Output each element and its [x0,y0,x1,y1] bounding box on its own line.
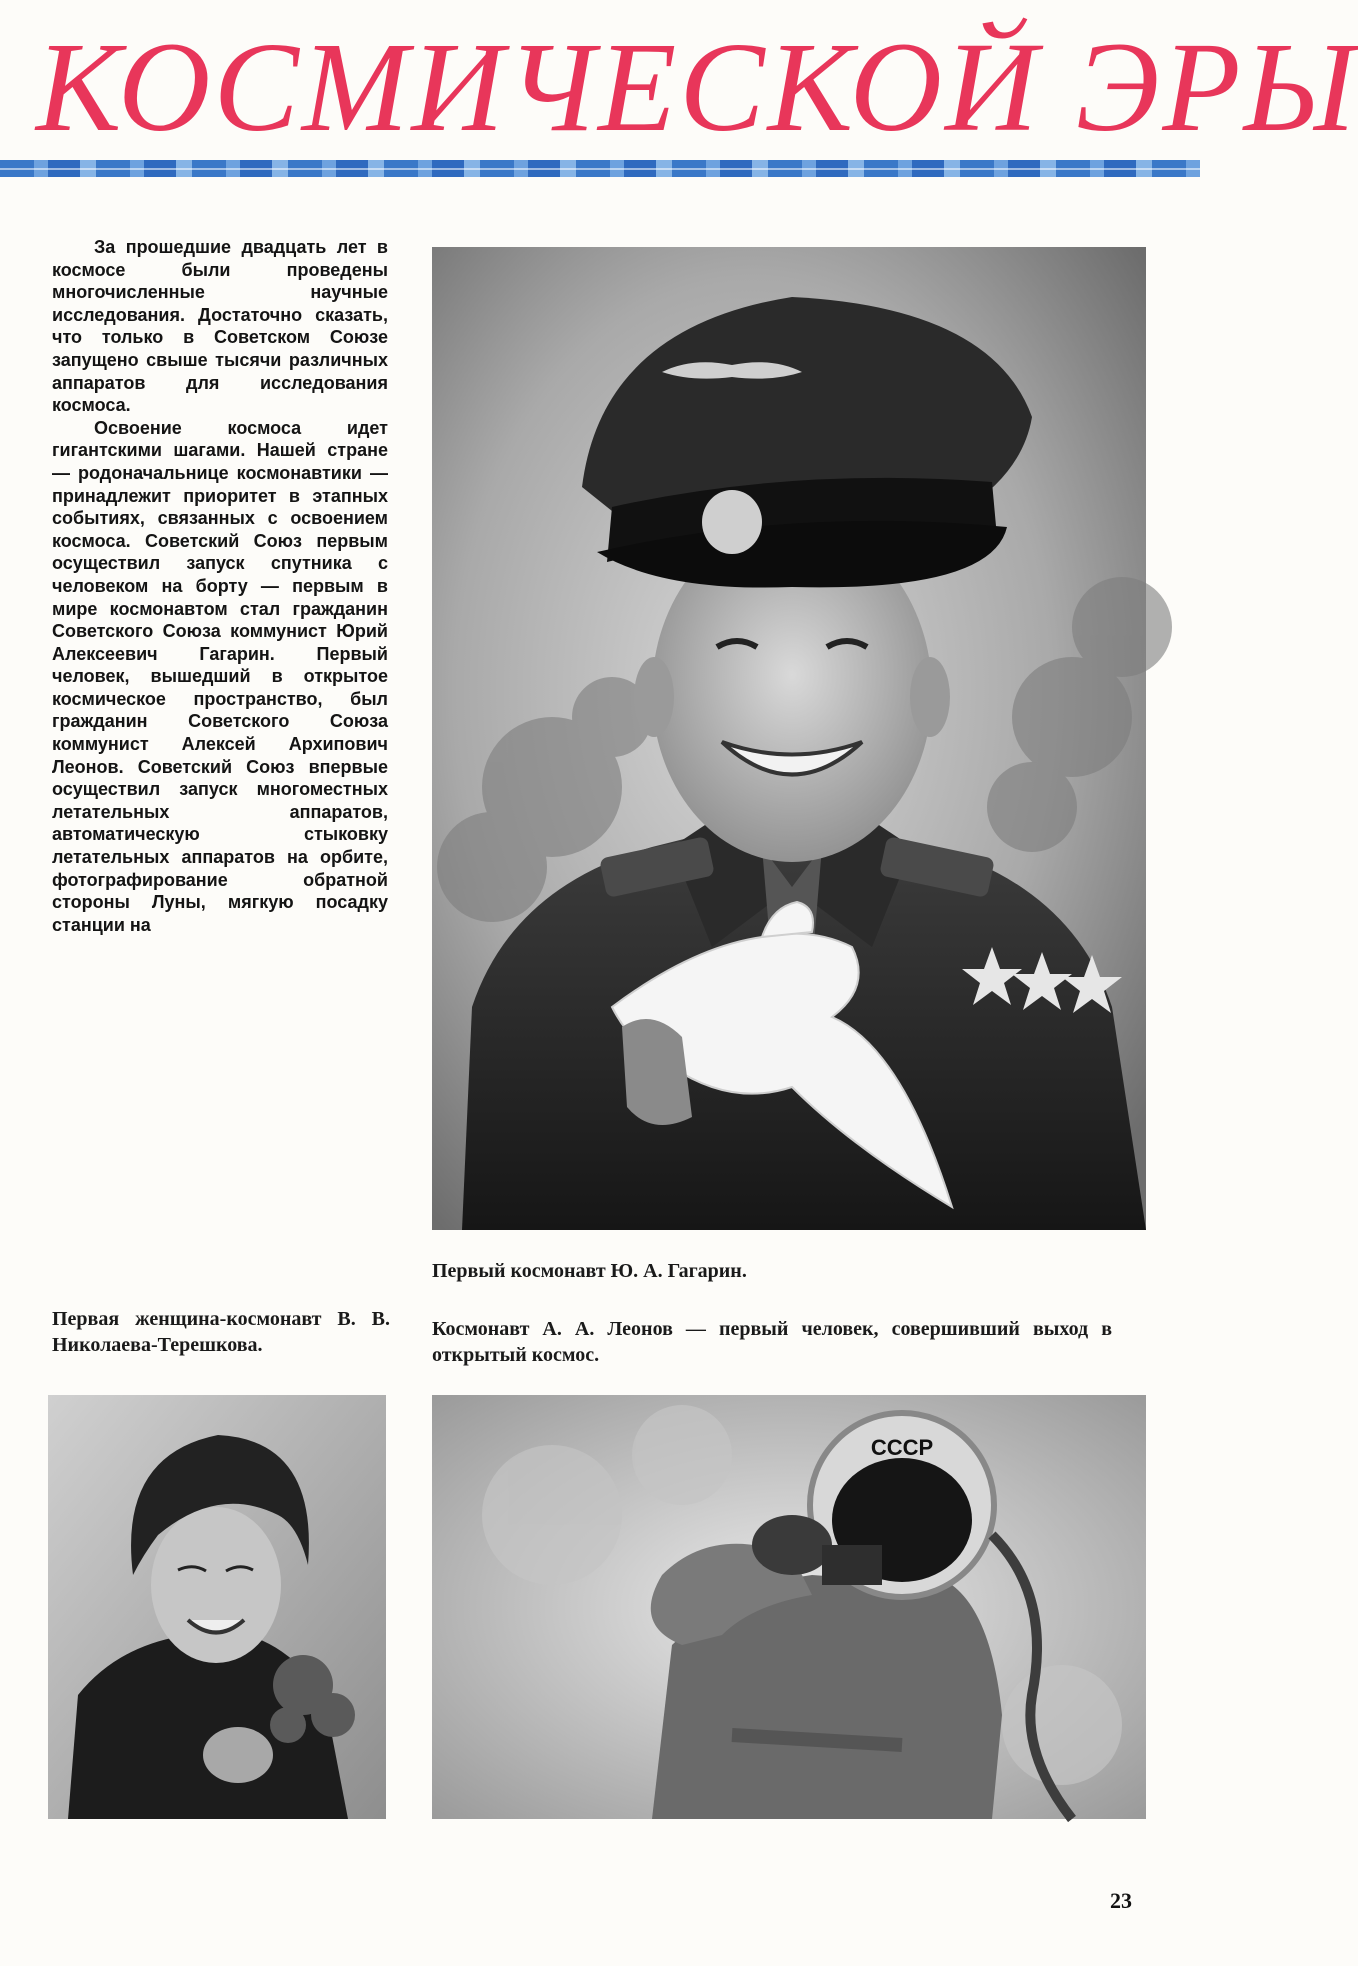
caption-gagarin: Первый космонавт Ю. А. Гагарин. [432,1260,747,1282]
article-paragraph-1: За прошедшие двадцать лет в космосе были проведены многочисленные научные исследования. Достаточно сказать, что только в Советском Союзе запущено свыше тысячи различных аппаратов для исследования космоса. [52,237,388,416]
page-title: КОСМИЧЕСКОЙ ЭРЫ [36,16,1358,158]
photo-tereshkova [48,1395,386,1819]
photo-gagarin-with-dove [432,247,1146,1230]
caption-leonov: Космонавт А. А. Леонов — первый человек, совершивший выход в открытый космос. [432,1318,1112,1366]
page-number: 23 [1110,1888,1132,1913]
photo-leonov-spacewalk [432,1395,1146,1819]
blue-divider-rule [0,160,1200,177]
article-text [52,236,388,936]
caption-tereshkova: Первая женщина-космонавт В. В. Николаева-Терешкова. [52,1308,390,1356]
article-paragraph-2: Освоение космоса идет гигантскими шагами. Нашей стране — родоначальнице космонавтики — принадлежит приоритет в этапных событиях, связанных с освоением космоса. Советский Союз первым осуществил запуск спутника с человеком на борту — первым в мире космонавтом стал гражданин Советского Союза коммунист Юрий Алексеевич Гагарин. Первый человек, вышедший в открытое космическое пространство, был гражданин Советского Союза коммунист Алексей Архипович Леонов. Советский Союз впервые осуществил запуск многоместных летательных аппаратов, автоматическую стыковку летательных аппаратов на орбите, фотографирование обратной стороны Луны, мягкую посадку станции на [52,417,388,935]
helmet-cccp-label: СССР [870,1435,934,1460]
